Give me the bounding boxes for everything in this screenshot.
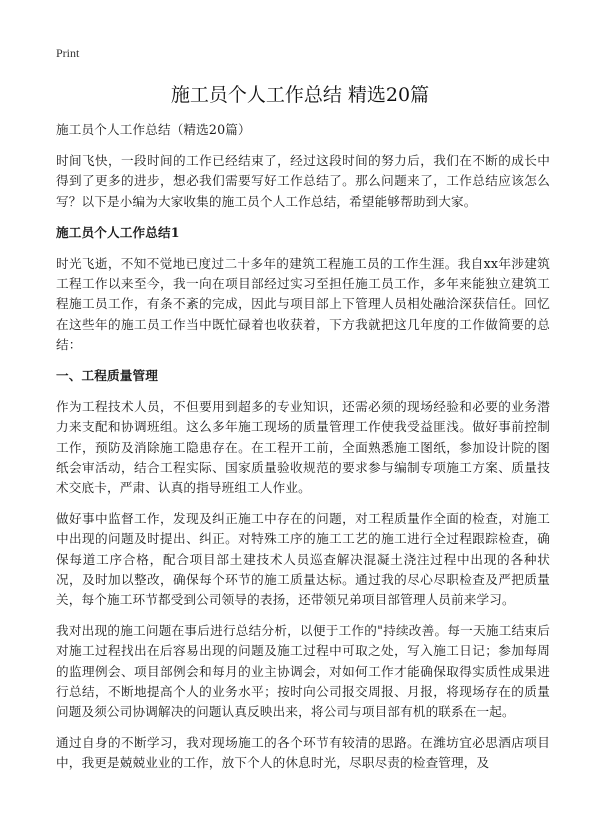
document-body: [56, 120, 550, 785]
quality-paragraph-4: 通过自身的不断学习，我对现场施工的各个环节有较清的思路。在潍坊宜必思酒店项目中，我更是兢兢业业的工作，放下个人的休息时光，尽职尽责的检查管理，及: [56, 735, 550, 771]
section-heading-1: 施工员个人工作总结1: [56, 224, 180, 240]
page-title: 施工员个人工作总结 精选20篇: [170, 84, 430, 106]
subsection-heading-quality: 一、工程质量管理: [56, 368, 158, 384]
quality-paragraph-1: 作为工程技术人员，不但要用到超多的专业知识，还需必须的现场经验和必要的业务潜力来支配和协调班组。这么多年施工现场的质量管理工作使我受益匪浅。做好事前控制工作，预防及消除施工隐患存在。在工程开工前，全面熟悉施工图纸，参加设计院的图纸会审活动，结合工程实际、国家质量验收规范的要求参与编制专项施工方案、质量技术交底卡，严肃、认真的指导班组工人作业。: [56, 399, 550, 496]
section-1-paragraph: 时光飞逝，不知不觉地已度过二十多年的建筑工程施工员的工作生涯。我自xx年涉建筑工程工作以来至今，我一向在项目部经过实习至担任施工员工作，多年来能独立建筑工程施工员工作，有条不紊的完成，因此与项目部上下管理人员相处融洽深获信任。回忆在这些年的施工员工作当中既忙碌着也收获着，下方我就把这几年度的工作做简要的总结：: [56, 256, 550, 352]
print-label: Print: [56, 46, 80, 60]
document-subtitle: 施工员个人工作总结（精选20篇）: [56, 122, 251, 137]
quality-paragraph-2: 做好事中监督工作，发现及纠正施工中存在的问题，对工程质量作全面的检查，对施工中出现的问题及时提出、纠正。对特殊工序的施工工艺的施工进行全过程跟踪检查，确保每道工序合格，配合项目部土建技术人员巡查解决混凝土浇注过程中出现的各种状况，及时加以整改，确保每个环节的施工质量达标。通过我的尽心尽职检查及严把质量关，每个施工环节都受到公司领导的表扬，还带领兄弟项目部管理人员前来学习。: [56, 511, 550, 608]
intro-paragraph: 时间飞快，一段时间的工作已经结束了，经过这段时间的努力后，我们在不断的成长中得到了更多的进步，想必我们需要写好工作总结了。那么问题来了，工作总结应该怎么写？以下是小编为大家收集的施工员个人工作总结，希望能够帮助到大家。: [56, 153, 550, 209]
quality-paragraph-3: 我对出现的施工问题在事后进行总结分析，以便于工作的"持续改善。每一天施工结束后对施工过程找出在后容易出现的问题及施工过程中可取之处，写入施工日记；参加每周的监理例会、项目部例会和每月的业主协调会，对如何工作才能确保取得实质性成果进行总结，不断地提高个人的业务水平；按时向公司报交周报、月报，将现场存在的质量问题及须公司协调解决的问题认真反映出来，将公司与项目部有机的联系在一起。: [56, 623, 550, 720]
